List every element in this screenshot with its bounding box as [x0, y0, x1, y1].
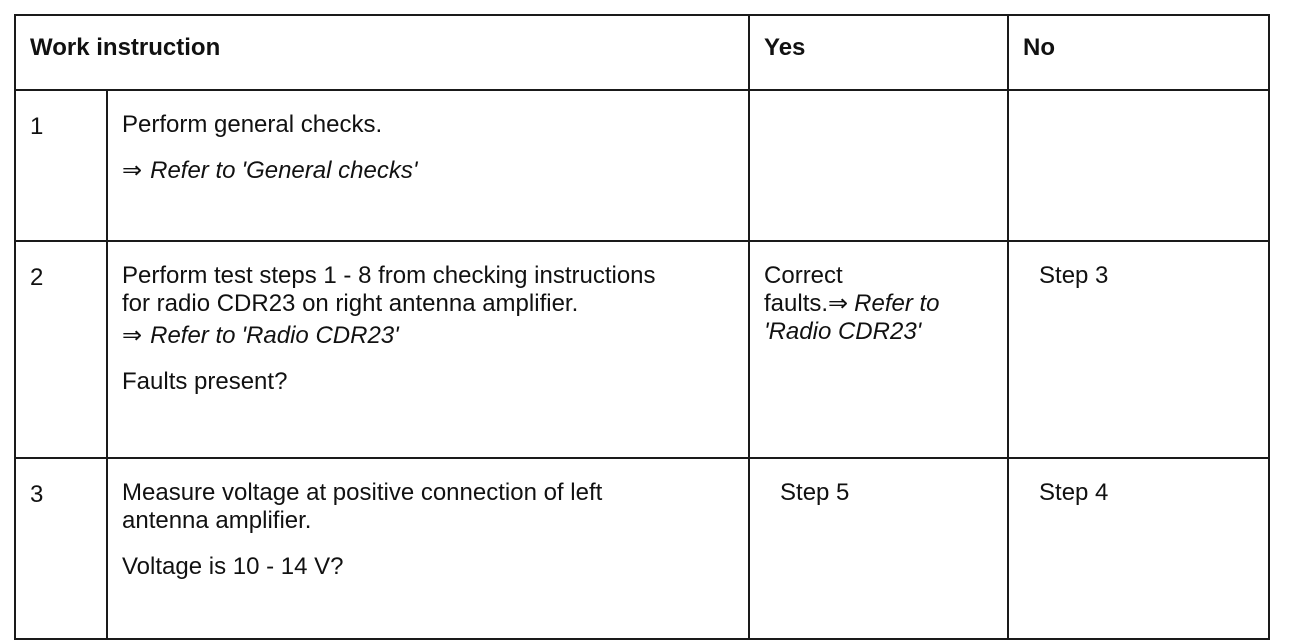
yes-text: faults.	[764, 290, 829, 317]
reference	[122, 157, 738, 185]
arrow-right-icon: ⇒	[828, 290, 849, 317]
question-text: Voltage is 10 - 14 V?	[122, 553, 344, 580]
step-number: 3	[15, 458, 107, 639]
yes-cell: Step 5	[749, 458, 1008, 639]
yes-text: Correct	[764, 262, 843, 289]
work-instruction-table	[14, 14, 1270, 640]
no-cell	[1008, 90, 1269, 241]
instruction-cell	[107, 458, 749, 639]
no-cell: Step 4	[1008, 458, 1269, 639]
reference-label: Refer to	[150, 157, 236, 184]
table-row	[15, 241, 1269, 458]
header-yes: Yes	[749, 15, 1008, 90]
instruction-text: Perform test steps 1 - 8 from checking instructions	[122, 262, 656, 289]
reference-link[interactable]: 'Radio CDR23'	[764, 318, 922, 345]
yes-cell	[749, 90, 1008, 241]
step-number: 1	[15, 90, 107, 241]
no-cell: Step 3	[1008, 241, 1269, 458]
instruction-cell	[107, 90, 749, 241]
instruction-cell	[107, 241, 749, 458]
table-header-row	[15, 15, 1269, 90]
header-no: No	[1008, 15, 1269, 90]
instruction-text: antenna amplifier.	[122, 507, 312, 534]
arrow-right-icon: ⇒	[122, 322, 143, 349]
yes-reference	[764, 290, 997, 318]
reference-label: Refer to	[150, 322, 236, 349]
reference-link[interactable]: 'General checks'	[241, 157, 418, 184]
instruction-text: Perform general checks.	[122, 111, 383, 138]
reference-link[interactable]: 'Radio CDR23'	[241, 322, 399, 349]
table-row	[15, 458, 1269, 639]
header-work-instruction: Work instruction	[15, 15, 749, 90]
step-number: 2	[15, 241, 107, 458]
question-text: Faults present?	[122, 368, 288, 395]
instruction-text: for radio CDR23 on right antenna amplifier.	[122, 290, 579, 317]
yes-cell	[749, 241, 1008, 458]
arrow-right-icon: ⇒	[122, 157, 143, 184]
table-row	[15, 90, 1269, 241]
instruction-text: Measure voltage at positive connection of left	[122, 479, 603, 506]
reference-label: Refer to	[854, 290, 940, 317]
reference	[122, 322, 738, 350]
